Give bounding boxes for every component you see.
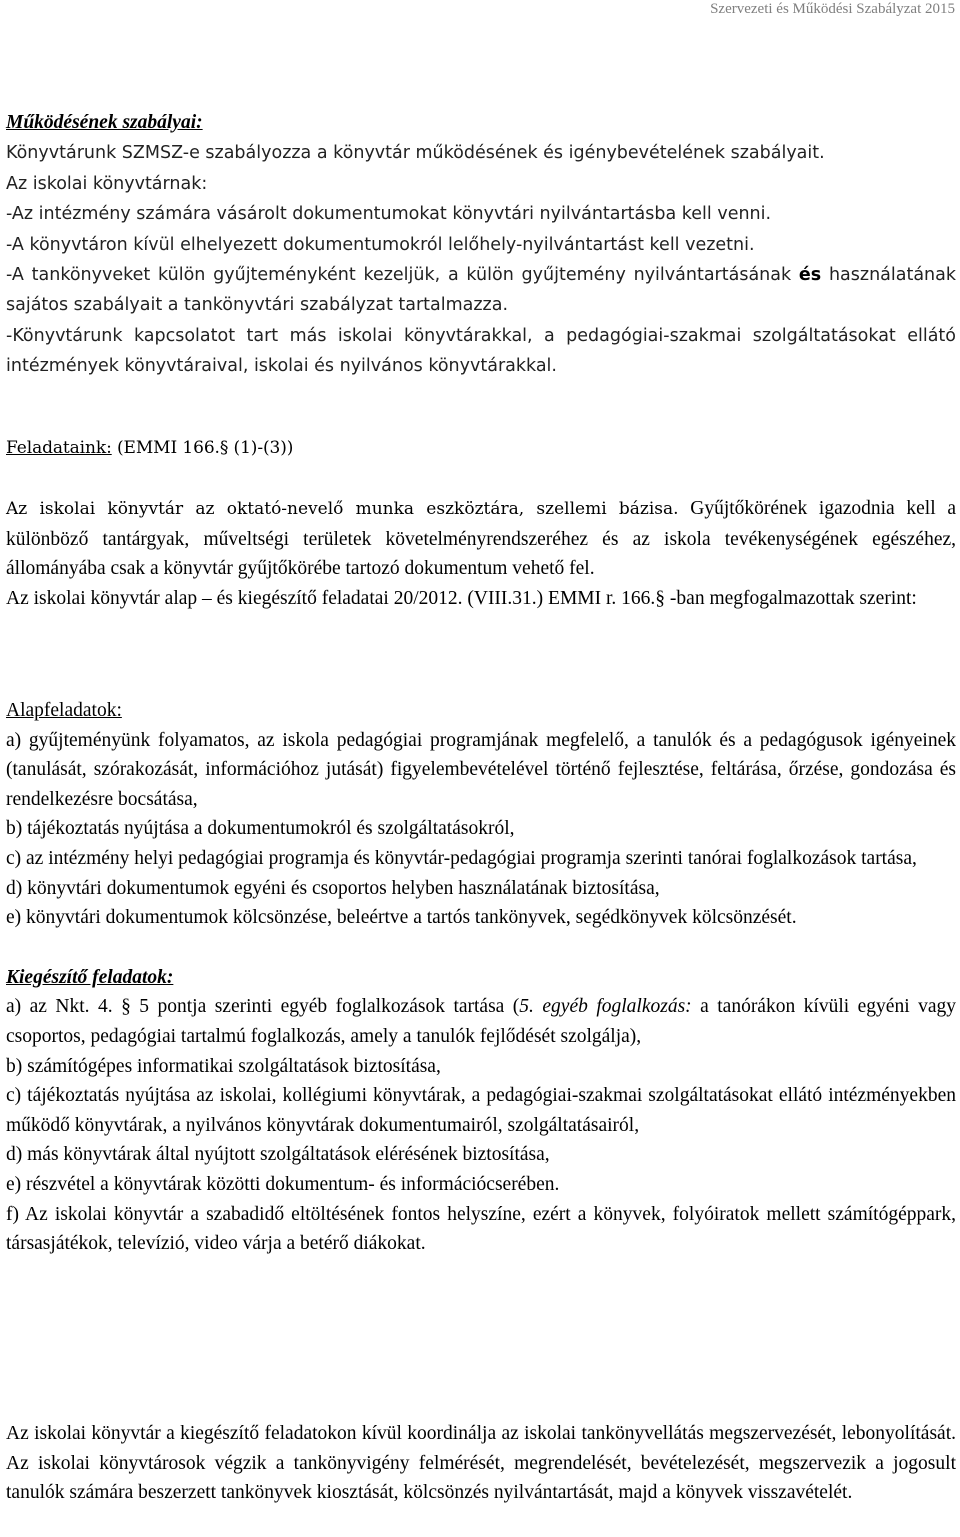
section-rules (6, 108, 956, 382)
section-basic-tasks (6, 696, 956, 1259)
closing-paragraph: Az iskolai könyvtár a kiegészítő feladatokon kívül koordinálja az iskolai tankönyvellátás megszervezését, lebonyolítását. Az iskolai könyvtárosok végzik a tankönyvigény felmérését, megrendelését, bevételezését, megszervezik a jogosult tanulók számára beszerzett tankönyvek kiosztását, kölcsönzés nyilvántartását, majd a könyvek visszavételét. (6, 1423, 956, 1504)
extra-task-item: e) részvétel a könyvtárak közötti dokumentum- és információcserében. (6, 1173, 560, 1195)
section-tasks-body (6, 494, 956, 613)
section-heading-rules: Működésének szabályai: (6, 112, 203, 133)
section-tasks (6, 434, 956, 464)
spacer (6, 933, 956, 963)
rules-line: -A könyvtáron kívül elhelyezett dokumentumokról lelőhely-nyilvántartást kell vezetni. (6, 234, 755, 255)
extra-task-item: b) számítógépes informatikai szolgáltatások biztosítása, (6, 1055, 441, 1077)
basic-task-item: b) tájékoztatás nyújtása a dokumentumokról és szolgáltatásokról, (6, 818, 515, 840)
rules-line: Az iskolai könyvtárnak: (6, 173, 208, 194)
rules-partners-paragraph: -Könyvtárunk kapcsolatot tart más iskolai könyvtárakkal, a pedagógiai-szakmai szolgáltatásokat ellátó intézmények könyvtáraival, iskolai és nyilvános könyvtárakkal. (6, 325, 956, 377)
running-header: Szervezeti és Működési Szabályzat 2015 (710, 1, 955, 17)
rules-line: Könyvtárunk SZMSZ-e szabályozza a könyvtár működésének és igénybevételének szabályait. (6, 143, 825, 164)
section-heading-tasks: Feladataink: (EMMI 166.§ (1)-(3)) (6, 438, 294, 458)
basic-task-item: c) az intézmény helyi pedagógiai programja és könyvtár-pedagógiai programja szerinti tanórai foglalkozások tartása, (6, 847, 917, 869)
tasks-intro-paragraph: Az iskolai könyvtár az oktató-nevelő munka eszköztára, szellemi bázisa. Gyűjtőkörének igazodnia kell a különböző tantárgyak, műveltségi területek követelményrendszeréhez és az iskola tevékenységének egészéhez, állományába csak a könyvtár gyűjtőkörébe tartozó dokumentum vehető fel. (6, 498, 956, 580)
rules-textbook-paragraph: -A tankönyveket külön gyűjteményként kezeljük, a külön gyűjtemény nyilvántartásának és használatának sajátos szabályait a tankönyvtári szabályzat tartalmazza. (6, 265, 957, 316)
extra-task-item: d) más könyvtárak által nyújtott szolgáltatások elérésének biztosítása, (6, 1144, 550, 1166)
tasks-legal-paragraph: Az iskolai könyvtár alap – és kiegészítő feladatai 20/2012. (VIII.31.) EMMI r. 166.§ -ban megfogalmazottak szerint: (6, 587, 917, 609)
basic-task-item: a) gyűjteményünk folyamatos, az iskola pedagógiai programjának megfelelő, a tanulók és a pedagógusok igényeinek (tanulását, szórakozását, információhoz jutását) figyelembevételével történő fejlesztése, feltárása, őrzése, gondozása és rendelkezésre bocsátása, (6, 729, 956, 810)
section-heading-extra: Kiegészítő feladatok: (6, 966, 174, 988)
basic-task-item: e) könyvtári dokumentumok kölcsönzése, beleértve a tartós tankönyvek, segédkönyvek kölcsönzését. (6, 907, 797, 929)
extra-task-item: f) Az iskolai könyvtár a szabadidő eltöltésének fontos helyszíne, ezért a könyvek, folyóiratok mellett számítógéppark, társasjátékok, televízió, video várja a betérő diákokat. (6, 1203, 956, 1255)
basic-task-item: d) könyvtári dokumentumok egyéni és csoportos helyben használatának biztosítása, (6, 877, 660, 899)
section-heading-basic: Alapfeladatok: (6, 700, 122, 721)
rules-line: -Az intézmény számára vásárolt dokumentumokat könyvtári nyilvántartásba kell venni. (6, 204, 772, 225)
extra-task-item: a) az Nkt. 4. § 5 pontja szerinti egyéb foglalkozások tartása (5. egyéb foglalkozás: a tanórákon kívüli egyéni vagy csoportos, pedagógiai tartalmú foglalkozás, amely a tanulók fejlődését szolgálja), (6, 996, 956, 1047)
section-closing (6, 1419, 956, 1508)
extra-task-item: c) tájékoztatás nyújtása az iskolai, kollégiumi könyvtárak, a pedagógiai-szakmai szolgáltatásokat ellátó intézményekben működő könyvtárak, a nyilvános könyvtárak dokumentumairól, szolgáltatásairól, (6, 1085, 956, 1136)
